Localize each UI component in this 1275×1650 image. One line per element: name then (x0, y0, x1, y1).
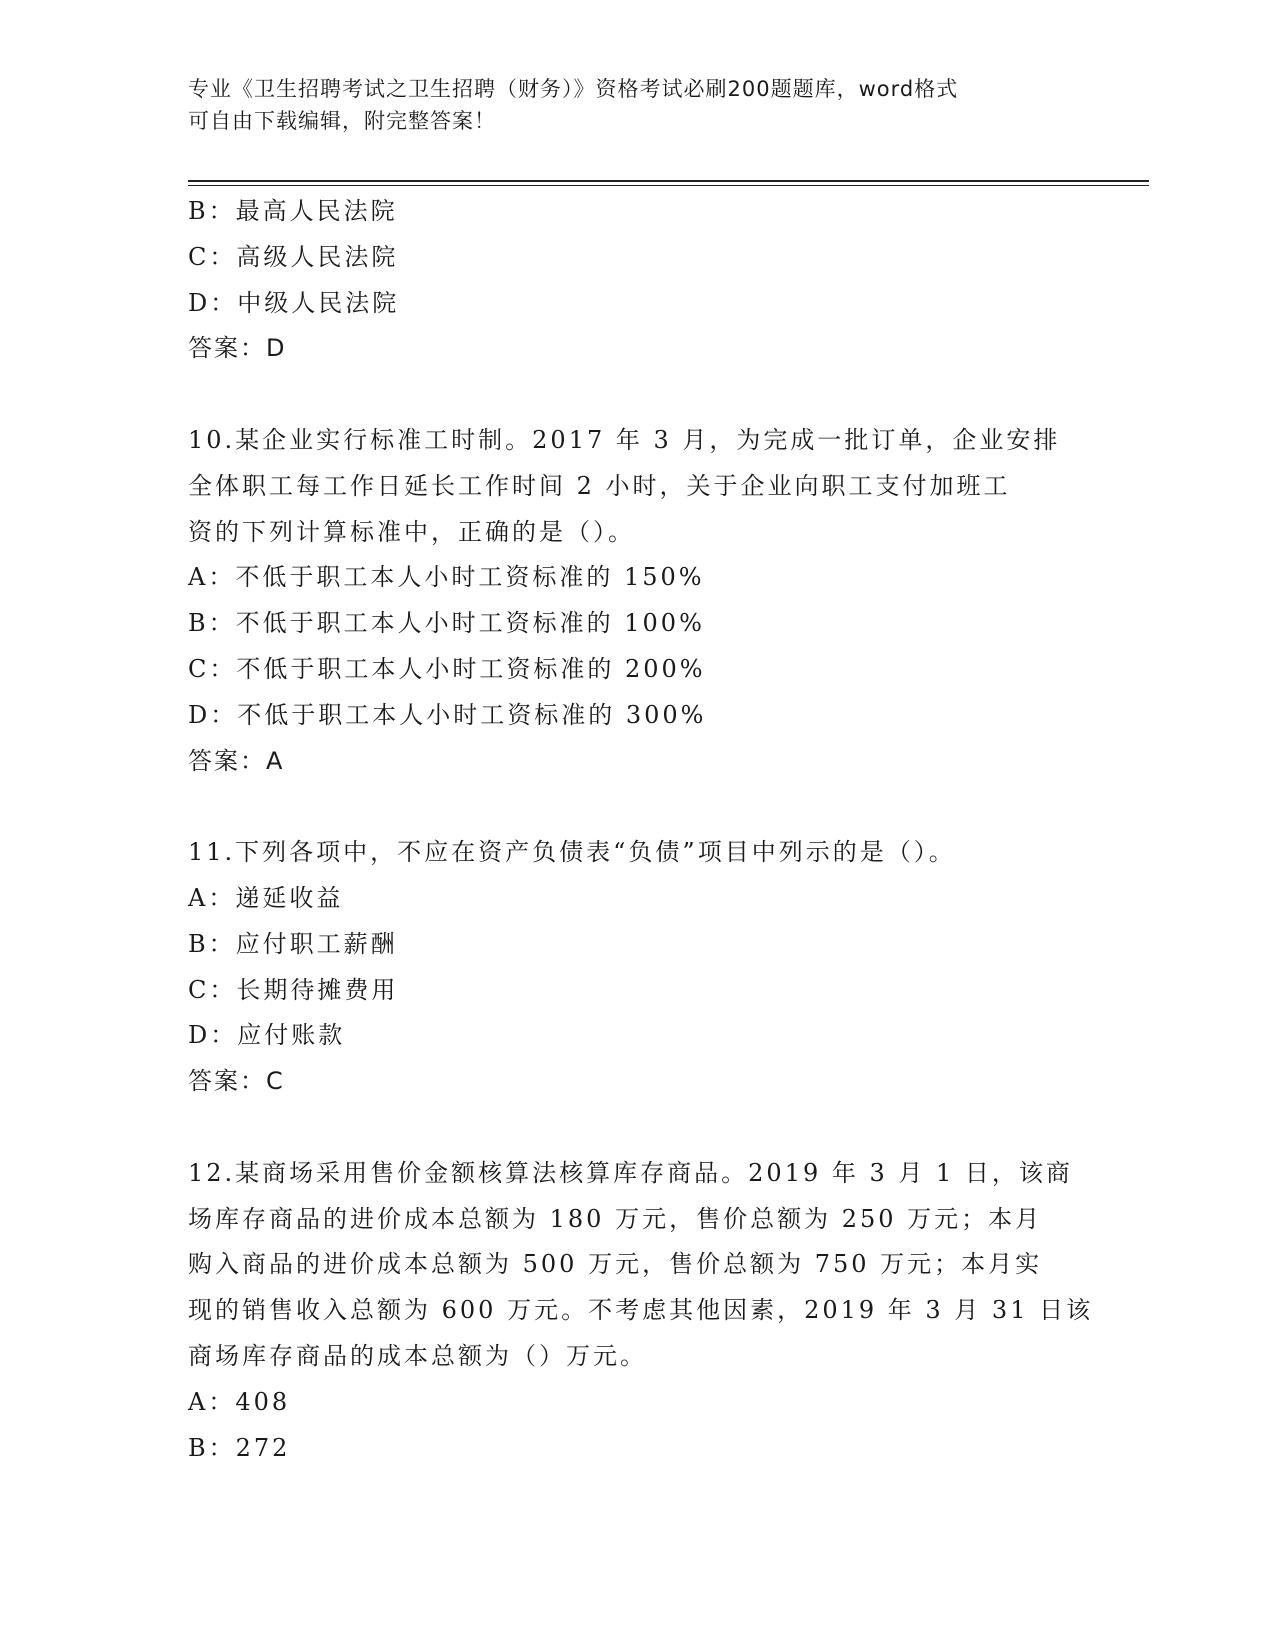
question-text-line: 10.某企业实行标准工时制。2017 年 3 月，为完成一批订单，企业安排 (188, 425, 1061, 454)
option-b: B：最高人民法院 (188, 197, 398, 225)
question-9-remainder (188, 189, 1088, 372)
question-12 (188, 1151, 1094, 1472)
question-text-line: 11.下列各项中，不应在资产负债表“负债”项目中列示的是（）。 (188, 838, 956, 867)
option-c: C：不低于职工本人小时工资标准的 200% (188, 654, 706, 683)
answer-line: 答案：A (188, 746, 285, 775)
question-text-line: 资的下列计算标准中，正确的是（）。 (188, 517, 635, 546)
question-11 (188, 830, 1088, 1105)
header-line-2: 可自由下载编辑，附完整答案！ (188, 109, 496, 133)
option-c: C：高级人民法院 (188, 242, 399, 271)
question-text-line: 现的销售收入总额为 600 万元。不考虑其他因素，2019 年 3 月 31 日该 (188, 1296, 1094, 1325)
option-c: C：长期待摊费用 (188, 975, 399, 1004)
question-text-line: 商场库存商品的成本总额为（）万元。 (188, 1341, 647, 1370)
option-d: D：中级人民法院 (188, 288, 400, 317)
option-a: A：递延收益 (188, 883, 344, 912)
spacer (188, 372, 1088, 418)
header-rule-thin (188, 185, 1149, 186)
document-header (188, 73, 1088, 137)
spacer (188, 1105, 1088, 1151)
question-text-line: 12.某商场采用售价金额核算法核算库存商品。2019 年 3 月 1 日，该商 (188, 1158, 1073, 1187)
header-rule-thick (188, 180, 1149, 182)
answer-line: 答案：C (188, 1067, 285, 1096)
question-text-line: 全体职工每工作日延长工作时间 2 小时，关于企业向职工支付加班工 (188, 471, 1011, 500)
question-text-line: 购入商品的进价成本总额为 500 万元，售价总额为 750 万元；本月实 (188, 1250, 1043, 1279)
spacer (188, 784, 1088, 830)
header-line-1: 专业《卫生招聘考试之卫生招聘（财务）》资格考试必刷200题题库，word格式 (188, 77, 959, 101)
document-body (188, 189, 1094, 1471)
option-a: A：408 (188, 1387, 291, 1416)
option-b: B：272 (188, 1433, 291, 1462)
answer-line: 答案：D (188, 334, 287, 363)
option-b: B：应付职工薪酬 (188, 929, 398, 958)
option-d: D：不低于职工本人小时工资标准的 300% (188, 700, 707, 729)
question-10 (188, 418, 1088, 784)
option-a: A：不低于职工本人小时工资标准的 150% (188, 563, 705, 592)
option-b: B：不低于职工本人小时工资标准的 100% (188, 609, 705, 638)
option-d: D：应付账款 (188, 1021, 346, 1050)
question-text-line: 场库存商品的进价成本总额为 180 万元，售价总额为 250 万元；本月 (188, 1204, 1043, 1233)
